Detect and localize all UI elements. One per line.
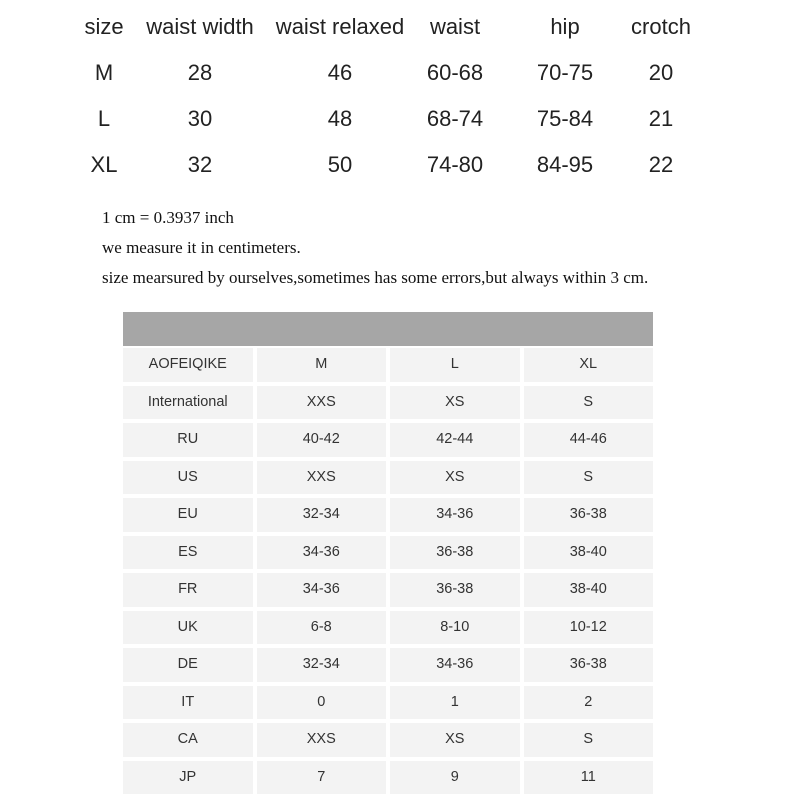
crotch-value: 22 (648, 152, 674, 177)
waist-width-value: 28 (187, 60, 213, 85)
measurement-notes (102, 203, 782, 293)
conversion-size-l-value: 34-36 (390, 648, 520, 682)
conversion-size-l-value: 34-36 (390, 498, 520, 532)
crotch-value: 20 (648, 60, 674, 85)
hip-value: 70-75 (536, 60, 594, 85)
conversion-size-m-value: 6-8 (257, 611, 387, 645)
header-waist: waist (429, 14, 481, 39)
conversion-size-m-value: XXS (257, 723, 387, 757)
size-row-xl (0, 142, 800, 188)
conversion-size-l-value: XS (390, 386, 520, 420)
size-row-l (0, 96, 800, 142)
crotch-value: 21 (648, 106, 674, 131)
header-waist-width: waist width (146, 14, 254, 39)
conversion-size-l-value: 8-10 (390, 611, 520, 645)
waist-value: 68-74 (426, 106, 484, 131)
conversion-size-m-value: 40-42 (257, 423, 387, 457)
header-waist-relaxed: waist relaxed (275, 14, 405, 39)
conversion-size-xl-value: 11 (524, 761, 654, 795)
header-size: size (84, 14, 124, 39)
size-conversion-table (123, 312, 653, 800)
conversion-region-label: ES (123, 536, 253, 570)
conversion-size-xl-value: 10-12 (524, 611, 654, 645)
conversion-size-m-value: 34-36 (257, 536, 387, 570)
conversion-size-l-value: XS (390, 461, 520, 495)
conversion-region-label: US (123, 461, 253, 495)
conversion-size-xl-value: 38-40 (524, 573, 654, 607)
conversion-size-xl-value: S (524, 723, 654, 757)
conversion-size-xl-value: 44-46 (524, 423, 654, 457)
conversion-size-l-value: 42-44 (390, 423, 520, 457)
conversion-size-xl-value: 38-40 (524, 536, 654, 570)
conversion-size-m-value: 32-34 (257, 648, 387, 682)
conversion-grid (123, 348, 653, 794)
conversion-region-label: FR (123, 573, 253, 607)
conversion-region-label: CA (123, 723, 253, 757)
conversion-region-label: RU (123, 423, 253, 457)
waist-width-value: 32 (187, 152, 213, 177)
conversion-size-m-value: 7 (257, 761, 387, 795)
hip-value: 75-84 (536, 106, 594, 131)
conversion-region-label: International (123, 386, 253, 420)
waist-relaxed-value: 46 (327, 60, 353, 85)
conversion-size-l-value: XS (390, 723, 520, 757)
conversion-size-l-value: 36-38 (390, 573, 520, 607)
unit-note: we measure it in centimeters. (102, 238, 301, 257)
conversion-header-bar (123, 312, 653, 346)
conversion-region-label: IT (123, 686, 253, 720)
size-label: L (97, 106, 111, 131)
size-measurement-table (0, 0, 800, 190)
header-crotch: crotch (631, 14, 691, 39)
conversion-region-label: JP (123, 761, 253, 795)
header-hip: hip (550, 14, 580, 39)
conversion-size-m-value: XXS (257, 386, 387, 420)
conversion-brand-size-xl-value: XL (524, 348, 654, 382)
waist-value: 74-80 (426, 152, 484, 177)
conversion-brand-region-label: AOFEIQIKE (123, 348, 253, 382)
waist-value: 60-68 (426, 60, 484, 85)
hip-value: 84-95 (536, 152, 594, 177)
error-margin-note: size mearsured by ourselves,sometimes has some errors,but always within 3 cm. (102, 268, 649, 287)
conversion-size-m-value: 0 (257, 686, 387, 720)
conversion-size-m-value: 32-34 (257, 498, 387, 532)
conversion-size-xl-value: 2 (524, 686, 654, 720)
size-label: XL (90, 152, 118, 177)
size-header-row (0, 4, 800, 50)
conversion-size-l-value: 9 (390, 761, 520, 795)
conversion-region-label: UK (123, 611, 253, 645)
conversion-size-xl-value: S (524, 461, 654, 495)
waist-relaxed-value: 48 (327, 106, 353, 131)
waist-relaxed-value: 50 (327, 152, 353, 177)
waist-width-value: 30 (187, 106, 213, 131)
conversion-size-l-value: 36-38 (390, 536, 520, 570)
conversion-brand-size-l-value: L (390, 348, 520, 382)
conversion-region-label: EU (123, 498, 253, 532)
conversion-region-label: DE (123, 648, 253, 682)
conversion-size-m-value: XXS (257, 461, 387, 495)
conversion-size-l-value: 1 (390, 686, 520, 720)
size-label: M (94, 60, 114, 85)
size-row-m (0, 50, 800, 96)
conversion-size-xl-value: 36-38 (524, 498, 654, 532)
conversion-brand-size-m-value: M (257, 348, 387, 382)
conversion-size-xl-value: S (524, 386, 654, 420)
conversion-size-m-value: 34-36 (257, 573, 387, 607)
unit-conversion-note: 1 cm = 0.3937 inch (102, 208, 234, 227)
conversion-size-xl-value: 36-38 (524, 648, 654, 682)
